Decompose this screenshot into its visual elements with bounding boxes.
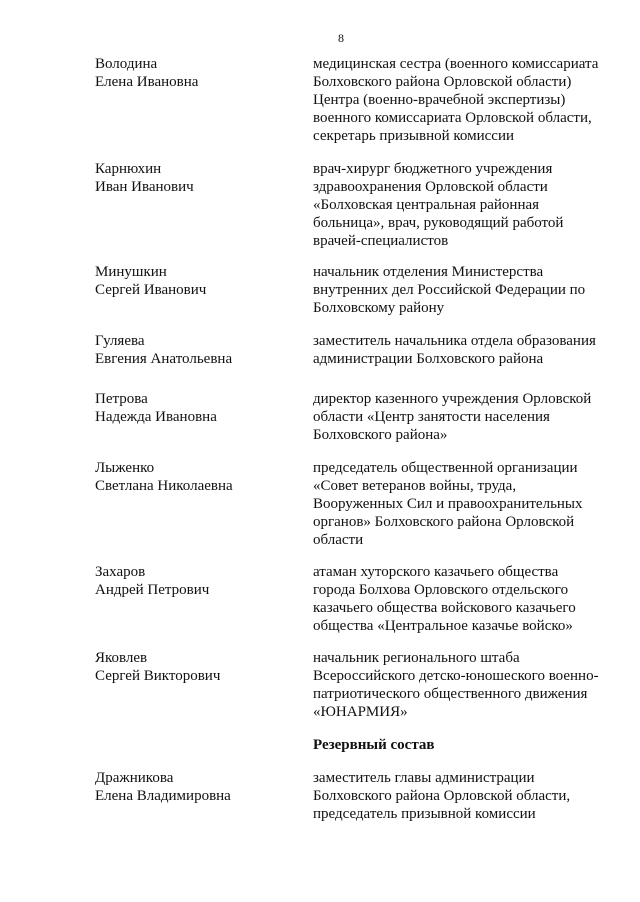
member-given-name: Елена Ивановна [95, 74, 199, 90]
member-name [95, 769, 295, 805]
role-line: председатель общественной организации [313, 460, 578, 476]
role-line: внутренних дел Российской Федерации по [313, 282, 586, 298]
member-name [95, 390, 295, 426]
role-line: начальник регионального штаба [313, 650, 520, 666]
role-line: военного комиссариата Орловской области, [313, 110, 592, 126]
member-surname: Захаров [95, 564, 146, 580]
role-line: Болховского района Орловской области, [313, 788, 571, 804]
member-given-name: Надежда Ивановна [95, 409, 217, 425]
member-role [313, 390, 613, 444]
member-given-name: Андрей Петрович [95, 582, 210, 598]
member-surname: Лыженко [95, 460, 155, 476]
role-line: атаман хуторского казачьего общества [313, 564, 559, 580]
member-name [95, 332, 295, 368]
role-line: «Совет ветеранов войны, труда, [313, 478, 517, 494]
member-surname: Карнюхин [95, 161, 162, 177]
role-line: Болховского района» [313, 427, 448, 443]
member-surname: Яковлев [95, 650, 148, 666]
role-line: врач-хирург бюджетного учреждения [313, 161, 553, 177]
role-line: области [313, 532, 364, 548]
reserve-section-title: Резервный состав [313, 737, 435, 753]
member-name [95, 563, 295, 599]
member-role [313, 55, 613, 145]
member-name [95, 263, 295, 299]
role-line: администрации Болховского района [313, 351, 544, 367]
role-line: Болховскому району [313, 300, 445, 316]
role-line: «Болховская центральная районная [313, 197, 540, 213]
member-role [313, 263, 613, 317]
member-name [95, 459, 295, 495]
member-role [313, 563, 613, 635]
member-name [95, 160, 295, 196]
role-line: Болховского района Орловской области) [313, 74, 572, 90]
role-line: патриотического общественного движения [313, 686, 588, 702]
role-line: директор казенного учреждения Орловской [313, 391, 592, 407]
member-name [95, 55, 295, 91]
member-name [95, 649, 295, 685]
member-role [313, 769, 613, 823]
role-line: больница», врач, руководящий работой [313, 215, 564, 231]
role-line: казачьего общества войскового казачьего [313, 600, 576, 616]
member-surname: Дражникова [95, 770, 174, 786]
member-role [313, 160, 613, 250]
role-line: заместитель начальника отдела образования [313, 333, 596, 349]
role-line: медицинская сестра (военного комиссариата [313, 56, 599, 72]
role-line: города Болхова Орловского отдельского [313, 582, 569, 598]
role-line: председатель призывной комиссии [313, 806, 536, 822]
member-surname: Гуляева [95, 333, 145, 349]
role-line: органов» Болховского района Орловской [313, 514, 575, 530]
role-line: области «Центр занятости населения [313, 409, 550, 425]
member-role [313, 459, 613, 549]
member-given-name: Сергей Иванович [95, 282, 207, 298]
role-line: общества «Центральное казачье войско» [313, 618, 573, 634]
member-given-name: Елена Владимировна [95, 788, 231, 804]
member-surname: Петрова [95, 391, 148, 407]
member-surname: Володина [95, 56, 158, 72]
member-role [313, 649, 613, 721]
role-line: Центра (военно-врачебной экспертизы) [313, 92, 566, 108]
role-line: Вооруженных Сил и правоохранительных [313, 496, 583, 512]
role-line: заместитель главы администрации [313, 770, 535, 786]
role-line: начальник отделения Министерства [313, 264, 544, 280]
page-number: 8 [338, 31, 344, 45]
member-given-name: Евгения Анатольевна [95, 351, 233, 367]
role-line: «ЮНАРМИЯ» [313, 704, 408, 720]
member-given-name: Иван Иванович [95, 179, 194, 195]
role-line: здравоохранения Орловской области [313, 179, 548, 195]
role-line: секретарь призывной комиссии [313, 128, 515, 144]
member-given-name: Светлана Николаевна [95, 478, 233, 494]
role-line: врачей-специалистов [313, 233, 449, 249]
member-surname: Минушкин [95, 264, 167, 280]
member-role [313, 332, 613, 368]
member-given-name: Сергей Викторович [95, 668, 221, 684]
role-line: Всероссийского детско-юношеского военно- [313, 668, 599, 684]
